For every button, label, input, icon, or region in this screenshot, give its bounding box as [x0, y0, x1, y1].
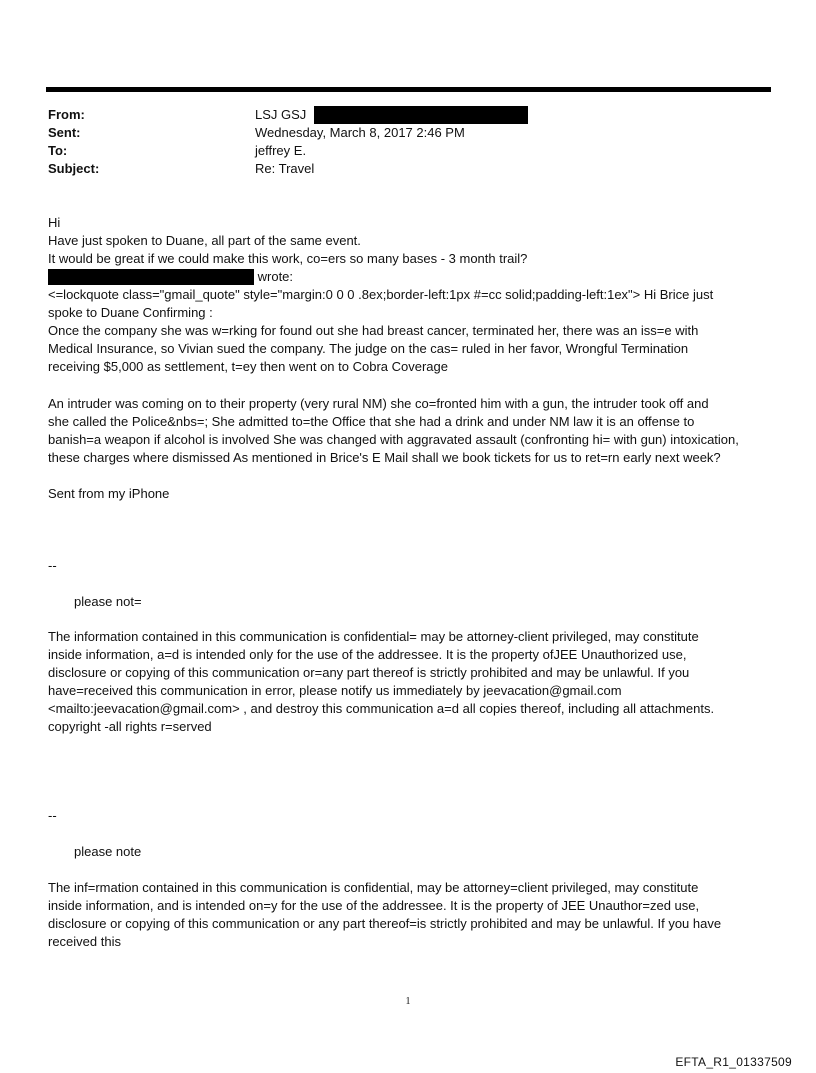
sent-value: Wednesday, March 8, 2017 2:46 PM [255, 125, 465, 140]
page-number: 1 [405, 996, 411, 1007]
note-heading-text: please note [74, 844, 142, 859]
quote-line: spoke to Duane Confirming : [48, 305, 213, 320]
confidentiality-note-2 [48, 879, 768, 951]
signature-line: Sent from my iPhone [48, 486, 170, 501]
to-label: To: [48, 143, 68, 158]
paragraph-line: banish=a weapon if alcohol is involved She was changed with aggravated assault (confronting hi= with gun) intoxication, [48, 432, 739, 447]
paragraph-intruder [48, 395, 768, 467]
note-heading-text: please not= [74, 594, 142, 609]
body-line: It would be great if we could make this work, co=ers so many bases - 3 month trail? [48, 251, 528, 266]
paragraph-line: she called the Police&nbs=; She admitted to=the Office that she had a drink and under NM law it is an offense to [48, 414, 695, 429]
note-line: inside information, a=d is intended only for the use of the addressee. It is the property ofJEE Unauthorized use, [48, 647, 687, 662]
quote-line: receiving $5,000 as settlement, t=ey then went on to Cobra Coverage [48, 359, 448, 374]
quote-line: Medical Insurance, so Vivian sued the company. The judge on the cas= ruled in her favor, Wrongful Termination [48, 341, 689, 356]
note-1-heading [48, 593, 768, 611]
message-body [48, 214, 768, 376]
note-line: disclosure or copying of this communication or=any part thereof is strictly prohibited and may be unlawful. If you [48, 665, 690, 680]
paragraph-line: An intruder was coming on to their property (very rural NM) she co=fronted him with a gun, the intruder took off and [48, 396, 709, 411]
note-line: inside information, and is intended on=y for the use of the addressee. It is the property of JEE Unauthor=zed use, [48, 898, 700, 913]
separator-text: -- [48, 558, 57, 573]
bates-number: EFTA_R1_01337509 [675, 1055, 792, 1069]
separator-2 [48, 807, 768, 825]
sent-label: Sent: [48, 125, 81, 140]
wrote-line [48, 268, 768, 286]
to-value: jeffrey E. [255, 143, 307, 158]
redaction-box [48, 269, 254, 285]
note-line: The information contained in this communication is confidential= may be attorney-client privileged, may constitute [48, 629, 699, 644]
paragraph-line: these charges where dismissed As mentioned in Brice's E Mail shall we book tickets for us to ret=rn early next week? [48, 450, 721, 465]
body-line: Have just spoken to Duane, all part of the same event. [48, 233, 361, 248]
wrote-text: wrote: [257, 269, 294, 284]
note-line: received this [48, 934, 121, 949]
note-line: The inf=rmation contained in this communication is confidential, may be attorney=client privileged, may constitute [48, 880, 699, 895]
note-2-heading [48, 843, 768, 861]
note-line: copyright -all rights r=served [48, 719, 212, 734]
separator-text: -- [48, 808, 57, 823]
header-rule [46, 87, 771, 92]
note-line: have=received this communication in error, please notify us immediately by jeevacation@gmail.com [48, 683, 622, 698]
quote-line: <=lockquote class="gmail_quote" style="margin:0 0 0 .8ex;border-left:1px #=cc solid;padding-left:1ex"> Hi Brice just [48, 287, 714, 302]
confidentiality-note-1 [48, 628, 768, 736]
note-line: <mailto:jeevacation@gmail.com> , and destroy this communication a=d all copies thereof, including all attachments. [48, 701, 715, 716]
redaction-box [314, 106, 528, 124]
subject-value: Re: Travel [255, 161, 315, 176]
note-line: disclosure or copying of this communication or any part thereof=is strictly prohibited and may be unlawful. If you have [48, 916, 722, 931]
from-label: From: [48, 107, 85, 122]
separator-1 [48, 557, 768, 575]
greeting: Hi [48, 215, 61, 230]
signature [48, 485, 768, 503]
subject-label: Subject: [48, 161, 100, 176]
from-value: LSJ GSJ [255, 107, 307, 122]
quote-line: Once the company she was w=rking for found out she had breast cancer, terminated her, there was an iss=e with [48, 323, 699, 338]
